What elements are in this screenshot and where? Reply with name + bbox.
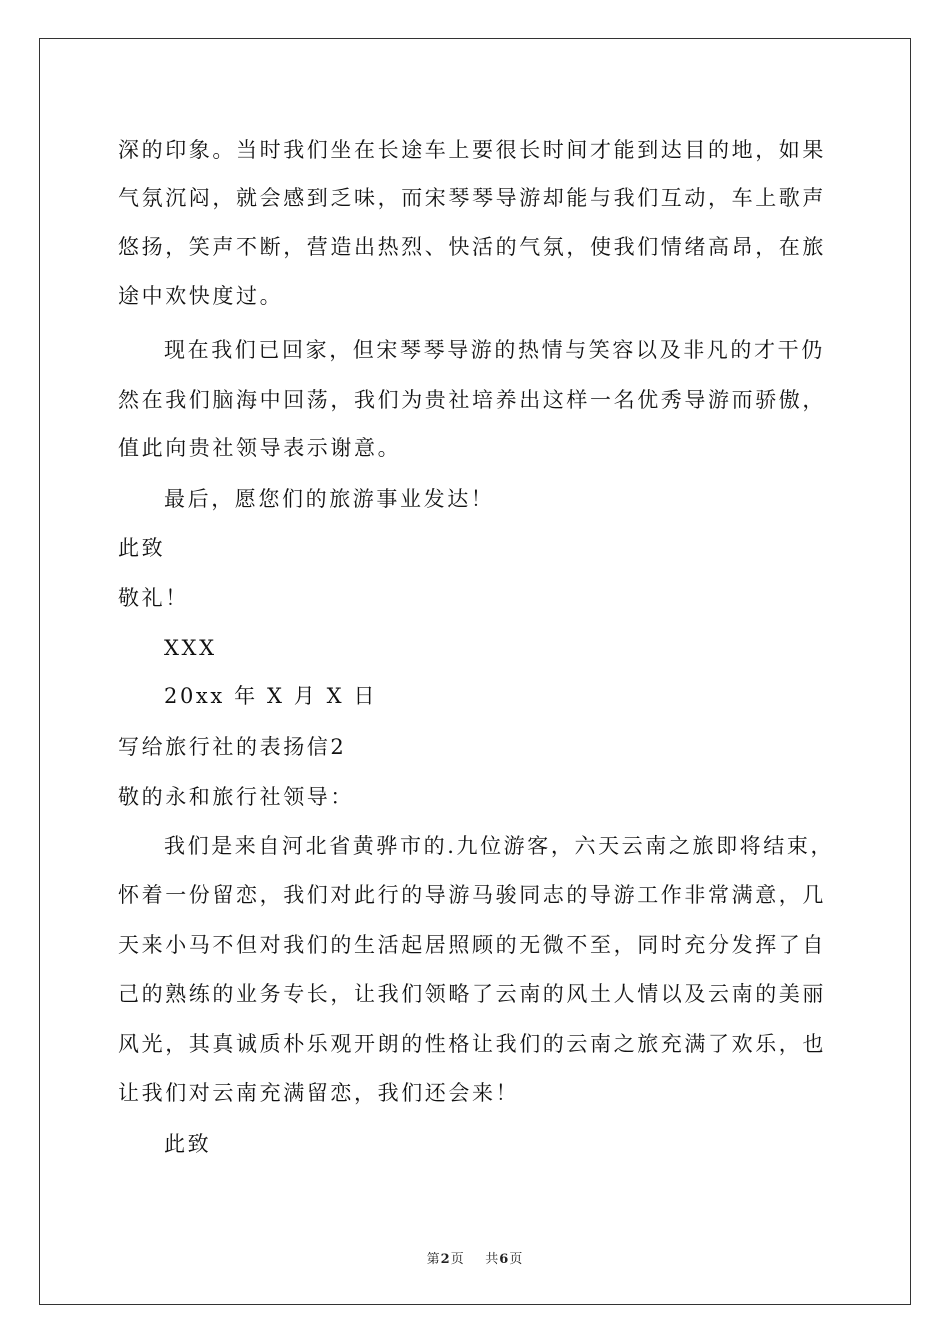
salutation-line: 此致: [164, 1132, 212, 1156]
text-line: 风光，其真诚质朴乐观开朗的性格让我们的云南之旅充满了欢乐，也: [118, 1032, 826, 1056]
signature-line: XXX: [164, 636, 217, 660]
footer-page-prefix: 第: [426, 1252, 441, 1267]
footer-total-number: 6: [499, 1252, 510, 1267]
text-line: 然在我们脑海中回荡，我们为贵社培养出这样一名优秀导游而骄傲，: [118, 388, 826, 412]
footer-page-suffix: 页: [450, 1252, 465, 1267]
section-heading: 写给旅行社的表扬信2: [118, 735, 347, 759]
text-line: 气氛沉闷，就会感到乏味，而宋琴琴导游却能与我们互动，车上歌声: [118, 186, 826, 210]
text-line: 让我们对云南充满留恋，我们还会来！: [118, 1081, 520, 1105]
footer-page-number: 2: [440, 1252, 451, 1267]
footer-total-prefix: 共: [485, 1252, 500, 1267]
text-line: 深的印象。当时我们坐在长途车上要很长时间才能到达目的地，如果: [118, 138, 826, 162]
page-footer: [0, 1248, 950, 1267]
text-line: 值此向贵社领导表示谢意。: [118, 436, 402, 460]
text-line: 途中欢快度过。: [118, 284, 284, 308]
footer-total-suffix: 页: [509, 1252, 524, 1267]
paragraph-start-line: 最后，愿您们的旅游事业发达！: [164, 487, 495, 511]
text-line: 悠扬，笑声不断，营造出热烈、快活的气氛，使我们情绪高昂，在旅: [118, 235, 826, 259]
text-line: 怀着一份留恋，我们对此行的导游马骏同志的导游工作非常满意，几: [118, 883, 826, 907]
text-line: 己的熟练的业务专长，让我们领略了云南的风土人情以及云南的美丽: [118, 982, 826, 1006]
text-line: 天来小马不但对我们的生活起居照顾的无微不至，同时充分发挥了自: [118, 933, 826, 957]
paragraph-start-line: 我们是来自河北省黄骅市的.九位游客，六天云南之旅即将结束，: [164, 834, 835, 858]
salutation-line: 此致: [118, 536, 166, 560]
salutation-line: 敬礼！: [118, 586, 189, 610]
paragraph-start-line: 现在我们已回家，但宋琴琴导游的热情与笑容以及非凡的才干仍: [164, 338, 825, 362]
date-line: 20xx 年 X 月 X 日: [164, 684, 378, 708]
greeting-line: 敬的永和旅行社领导：: [118, 785, 354, 809]
